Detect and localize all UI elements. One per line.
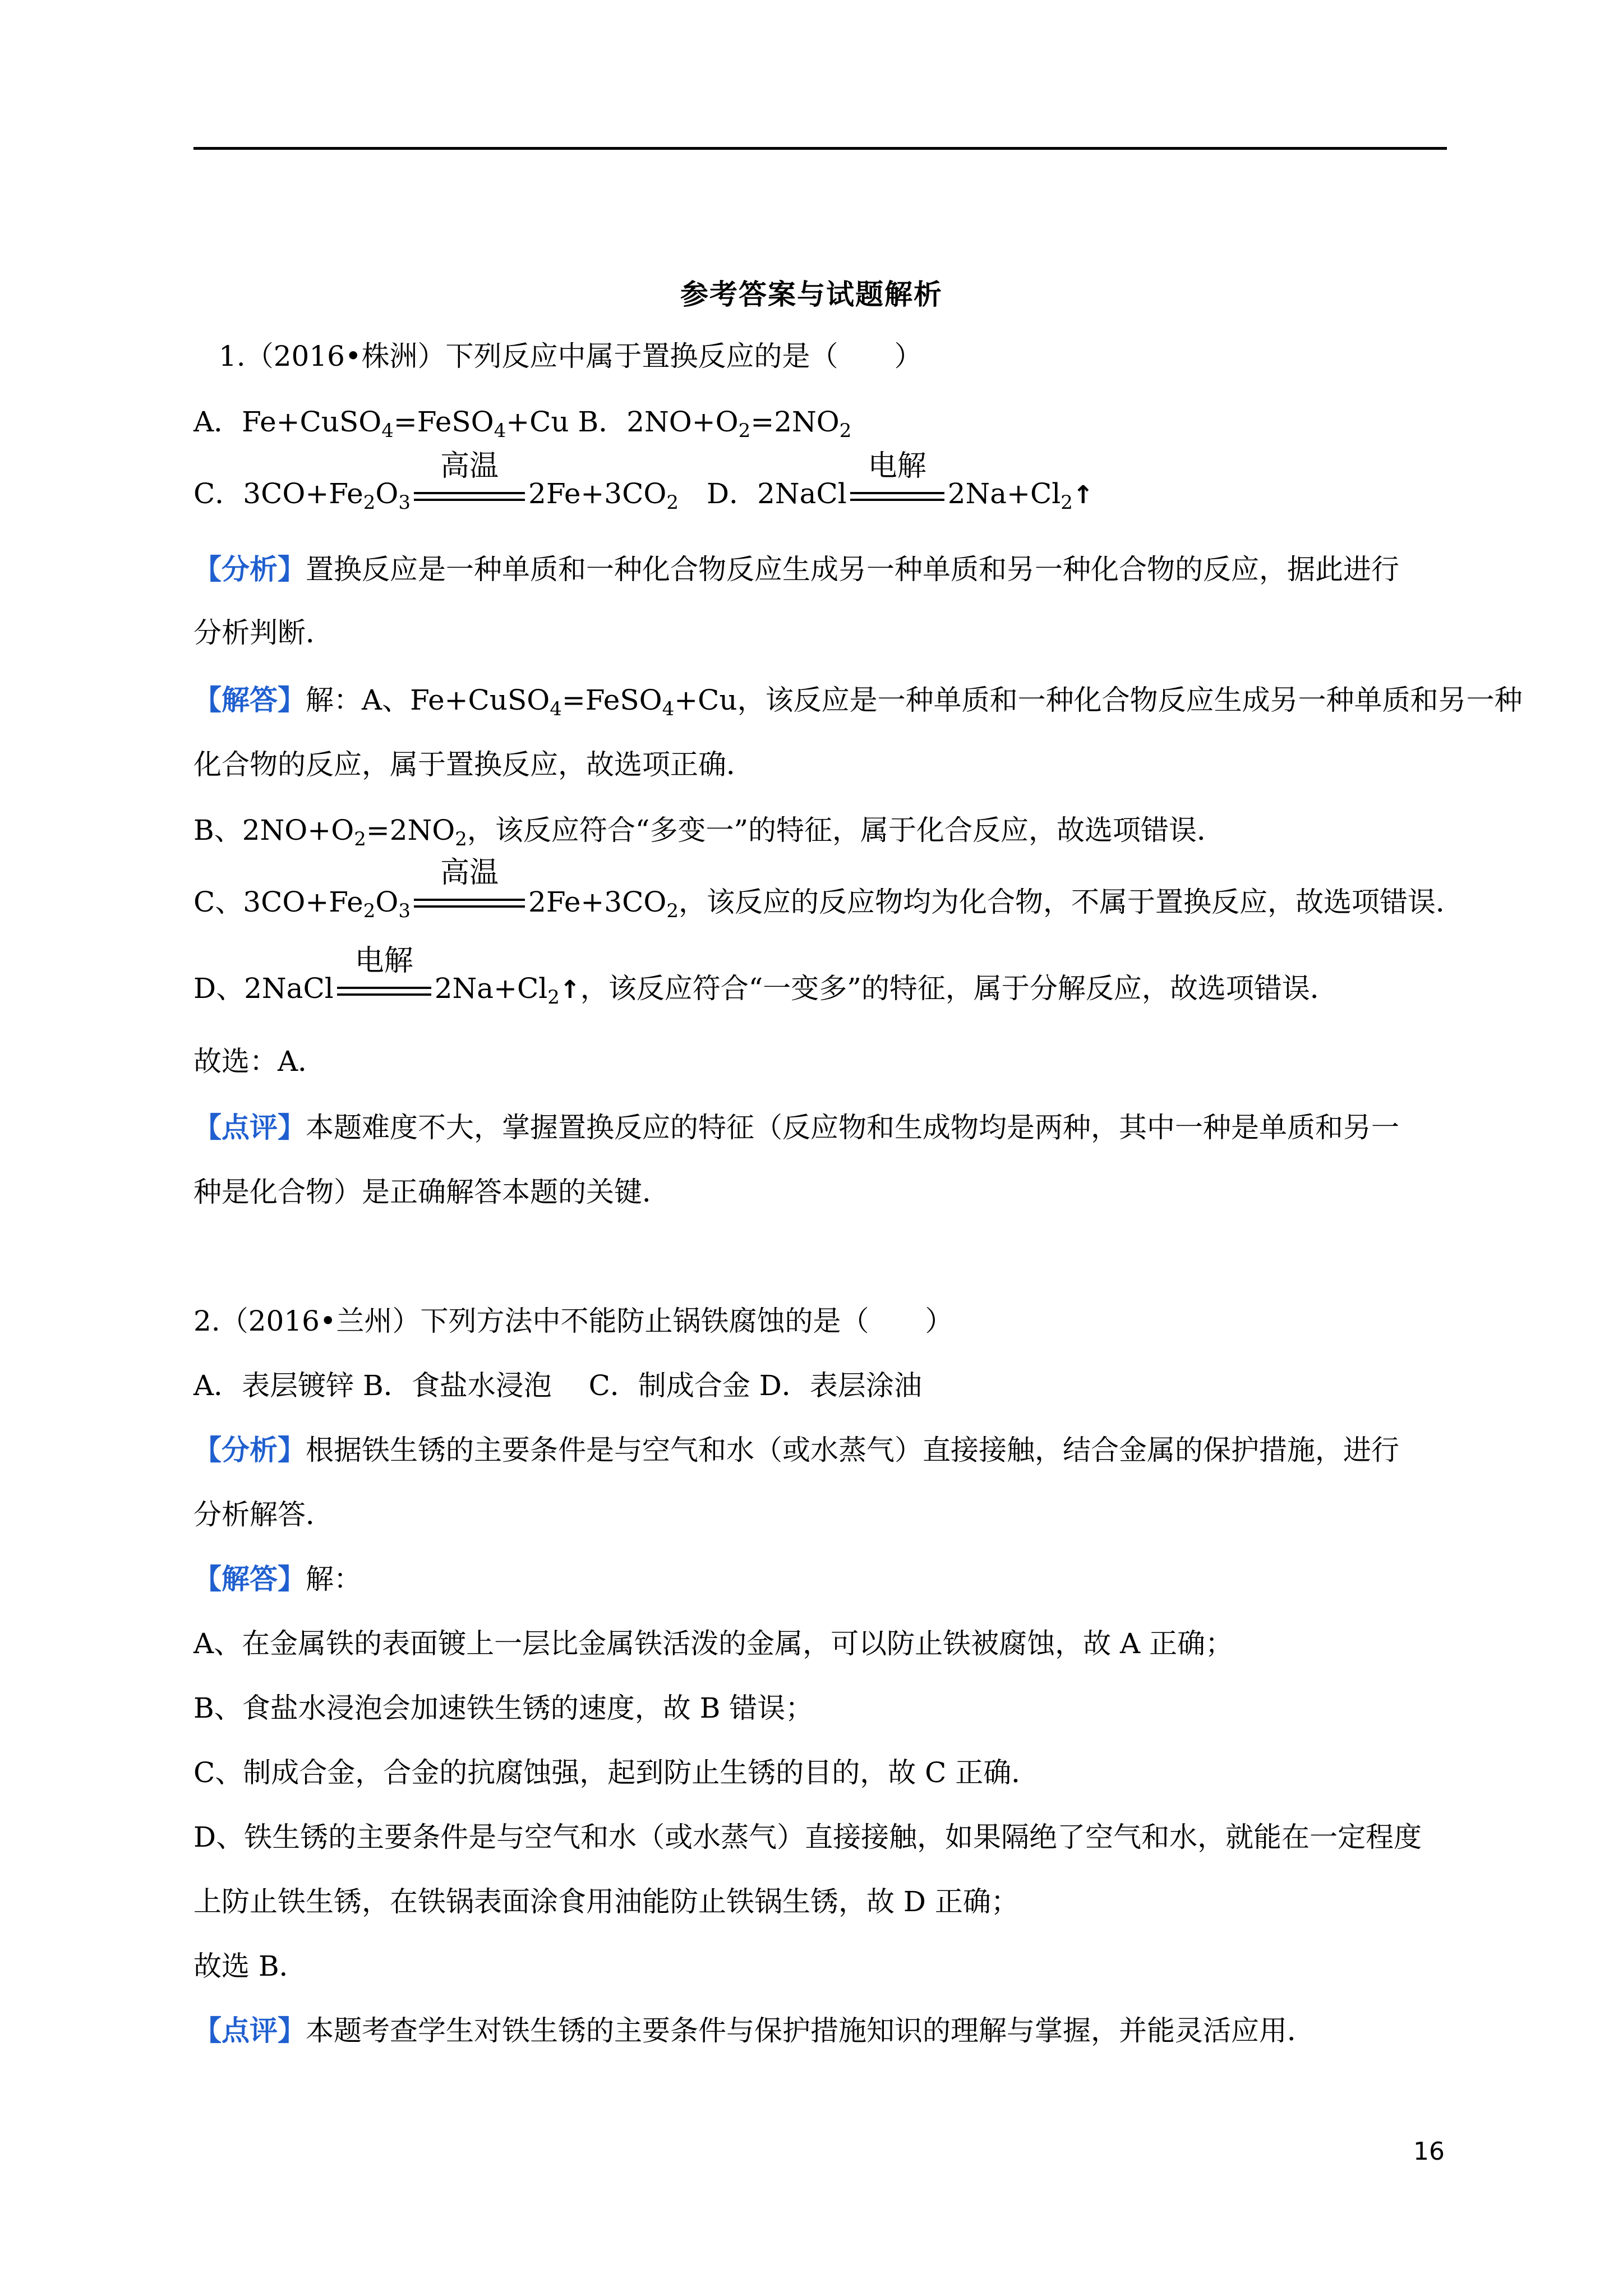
- q1-options-ab: A．Fe+CuSO$_4$=FeSO$_4$+Cu B．$2NO+O_2=2NO_2$: [193, 406, 852, 442]
- analysis-tag: 【分析】: [193, 553, 306, 586]
- q1-analysis: 【分析】置换反应是一种单质和一种化合物反应生成另一种单质和另一种化合物的反应，据此进行: [193, 553, 1399, 586]
- q1-comment-cont: 种是化合物）是正确解答本题的关键．: [193, 1176, 670, 1208]
- q2-comment: 【点评】本题考查学生对铁生锈的主要条件与保护措施知识的理解与掌握，并能灵活应用．: [193, 2014, 1315, 2047]
- q1-comment: 【点评】本题难度不大，掌握置换反应的特征（反应物和生成物均是两种，其中一种是单质和另一: [193, 1111, 1399, 1144]
- q2-options: A．表层镀锌 B．食盐水浸泡 C．制成合金 D．表层涂油: [193, 1369, 922, 1402]
- electrolysis-equals-sign: 电解: [847, 478, 948, 512]
- q2-analysis: 【分析】根据铁生锈的主要条件是与空气和水（或水蒸气）直接接触，结合金属的保护措施，进行: [193, 1433, 1399, 1466]
- q2-stem: 2.（2016•兰州）下列方法中不能防止锅铁腐蚀的是（ ）: [193, 1305, 953, 1337]
- electrolysis-equals-sign: 电解: [334, 973, 435, 1007]
- q2-answer: 【解答】解：: [193, 1562, 362, 1595]
- q1-answer-c: C、$3CO+Fe_2O_3$ 高温 $2Fe+3CO_2$，该反应的反应物均为化合物，不属于置换反应，故选项错误．: [193, 856, 1464, 922]
- q1-analysis-cont: 分析判断．: [193, 616, 334, 649]
- analysis-tag: 【分析】: [193, 1433, 306, 1466]
- q2-choice: 故选 B．: [193, 1950, 307, 1982]
- page-title: 参考答案与试题解析: [680, 278, 943, 311]
- q1-answer-cont: 化合物的反应，属于置换反应，故选项正确．: [193, 748, 754, 781]
- q2-answer-c: C、制成合金，合金的抗腐蚀强，起到防止生锈的目的，故 C 正确．: [193, 1756, 1040, 1789]
- q1-options-cd: C．$3CO+Fe_2O_3$ 高温 $2Fe+3CO_2$ D．2NaCl 电解 $2Na+Cl_2↑$: [193, 449, 1094, 514]
- high-temp-equals-sign: 高温: [411, 885, 528, 919]
- q1-answer-b: B、$2NO+O_2=2NO_2$，该反应符合“多变一”的特征，属于化合反应，故选项错误．: [193, 814, 1225, 850]
- high-temp-equals-sign: 高温: [411, 478, 528, 512]
- answer-tag: 【解答】: [193, 1562, 306, 1595]
- q2-analysis-cont: 分析解答．: [193, 1498, 334, 1531]
- q2-answer-d: D、铁生锈的主要条件是与空气和水（或水蒸气）直接接触，如果隔绝了空气和水，就能在一定程度: [193, 1821, 1422, 1853]
- page-number: 16: [1413, 2137, 1445, 2166]
- q2-answer-a: A、在金属铁的表面镀上一层比金属铁活泼的金属，可以防止铁被腐蚀，故 A 正确；: [193, 1627, 1234, 1660]
- gas-up-arrow-icon: ↑: [1072, 481, 1094, 509]
- q2-answer-b: B、食盐水浸泡会加速铁生锈的速度，故 B 错误；: [193, 1692, 814, 1724]
- comment-tag: 【点评】: [193, 1111, 306, 1144]
- q1-answer: 【解答】解：A、Fe+CuSO$_4$=FeSO$_4$+Cu，该反应是一种单质和一种化合物反应生成另一种单质和另一种: [193, 683, 1523, 720]
- header-rule: [193, 147, 1447, 150]
- answer-tag: 【解答】: [193, 683, 306, 716]
- gas-up-arrow-icon: ↑: [559, 976, 580, 1004]
- q1-stem: 1.（2016•株洲）下列反应中属于置换反应的是（ ）: [219, 340, 923, 372]
- q1-choice: 故选：A．: [193, 1045, 326, 1078]
- q2-answer-d-cont: 上防止铁生锈，在铁锅表面涂食用油能防止铁锅生锈，故 D 正确；: [193, 1885, 1019, 1918]
- q1-answer-d: D、2NaCl 电解 $2Na+Cl_2↑$，该反应符合“一变多”的特征，属于分解反应，故选项错误．: [193, 944, 1338, 1009]
- comment-tag: 【点评】: [193, 2014, 306, 2047]
